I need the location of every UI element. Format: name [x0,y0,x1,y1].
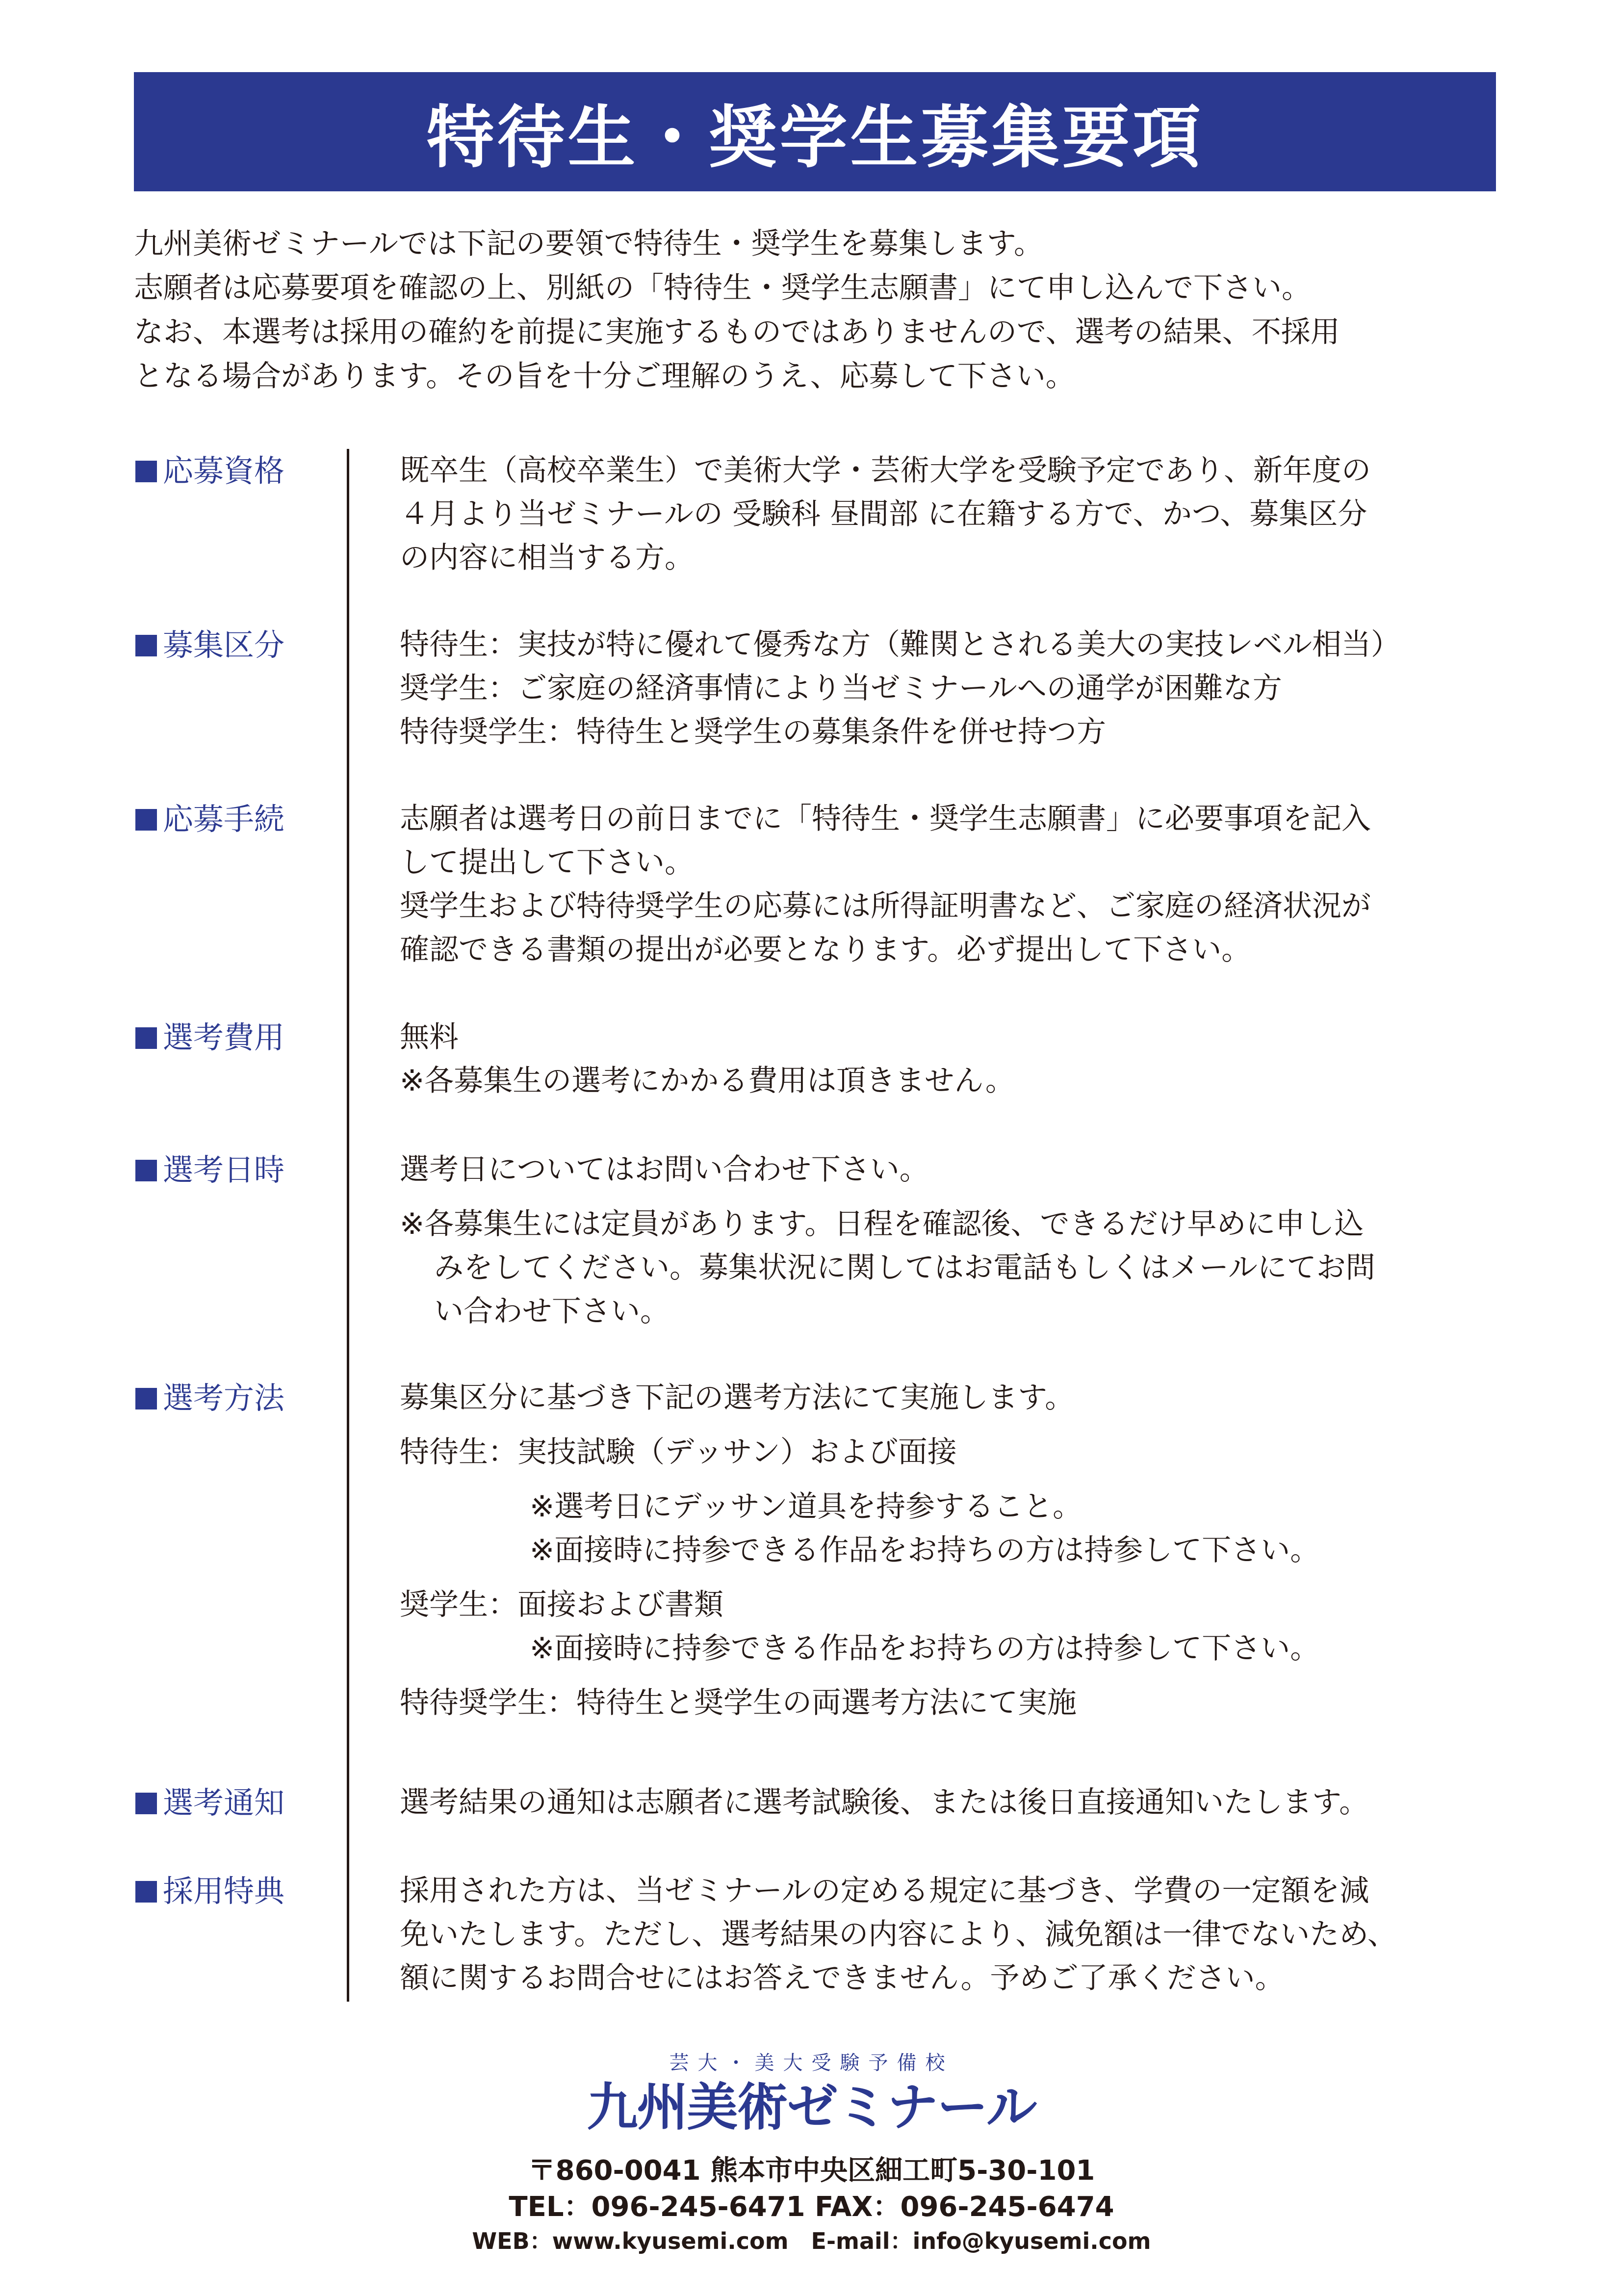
section-body [400,1781,1498,1825]
section-line: 免いたします。ただし、選考結果の内容により、減免額は一律でないため、 [400,1917,1397,1952]
intro-line: となる場合があります。その旨を十分ご理解のうえ、応募して下さい。 [134,359,1075,393]
section-label [135,623,284,667]
section-label-text: 応募資格 [163,453,285,489]
section-line: 志願者は選考日の前日までに「特待生・奨学生志願書」に必要事項を記入 [400,802,1371,836]
square-bullet-icon [135,1027,157,1049]
section-label [135,1869,284,1913]
section-line: ※面接時に持参できる作品をお持ちの方は持参して下さい。 [530,1533,1320,1567]
square-bullet-icon [135,1793,157,1814]
square-bullet-icon [135,1160,157,1181]
section-line: の内容に相当する方。 [400,541,694,575]
section-body [400,797,1498,972]
section-line: 額に関するお問合せにはお答えできません。予めご了承ください。 [400,1961,1285,1995]
footer-phone: TEL：096-245-6471 FAX：096-245-6474 [509,2191,1114,2223]
section-line: 選考日についてはお問い合わせ下さい。 [400,1152,929,1187]
section-divider-line [347,449,349,2002]
section-line: 採用された方は、当ゼミナールの定める規定に基づき、学費の一定額を減 [400,1874,1369,1908]
section-line: 特待生：実技試験（デッサン）および面接 [400,1435,957,1469]
section-label-text: 採用特典 [163,1873,285,1909]
section-line: 無料 [400,1020,459,1054]
title-banner [134,72,1496,191]
intro-text [134,222,1502,398]
intro-line: なお、本選考は採用の確約を前提に実施するものではありませんので、選考の結果、不採用 [134,315,1340,349]
section-label-text: 選考費用 [163,1019,285,1055]
square-bullet-icon [135,635,157,656]
section-body [400,1148,1498,1333]
page-title: 特待生・奨学生募集要項 [426,98,1204,177]
square-bullet-icon [135,809,157,831]
section-label [135,1016,284,1060]
section-label-text: 選考日時 [163,1152,285,1188]
square-bullet-icon [135,461,157,482]
section-label [135,449,284,493]
section-line: ※面接時に持参できる作品をお持ちの方は持参して下さい。 [530,1631,1320,1666]
section-line: ※各募集生には定員があります。日程を確認後、できるだけ早めに申し込 [400,1207,1364,1241]
footer-address: 〒860-0041 熊本市中央区細工町5-30-101 [528,2155,1095,2187]
square-bullet-icon [135,1881,157,1903]
section-label-text: 応募手続 [163,801,285,837]
section-label-text: 選考通知 [163,1785,285,1821]
intro-line: 志願者は応募要項を確認の上、別紙の「特待生・奨学生志願書」にて申し込んで下さい。 [134,271,1311,305]
section-label-text: 募集区分 [163,627,285,663]
section-line: ４月より当ゼミナールの 受験科 昼間部 に在籍する方で、かつ、募集区分 [400,497,1367,531]
section-line: ※各募集生の選考にかかる費用は頂きません。 [400,1064,1015,1098]
section-label [135,797,284,841]
section-line: 奨学生および特待奨学生の応募には所得証明書など、ご家庭の経済状況が [400,889,1371,923]
section-line: 募集区分に基づき下記の選考方法にて実施します。 [400,1381,1075,1415]
section-line: 確認できる書類の提出が必要となります。必ず提出して下さい。 [400,933,1251,967]
section-line: みをしてください。募集状況に関してはお電話もしくはメールにてお問 [434,1251,1375,1285]
footer-web-email: WEB：www.kyusemi.com E-mail：info@kyusemi.com [472,2228,1151,2254]
section-line: 奨学生：面接および書類 [400,1588,723,1622]
section-line: 奨学生：ご家庭の経済事情により当ゼミナールへの通学が困難な方 [400,671,1282,705]
footer [0,2051,1623,2257]
section-label [135,1148,284,1192]
section-body [400,1016,1498,1103]
section-line: い合わせ下さい。 [434,1294,670,1329]
section-line: ※選考日にデッサン道具を持参すること。 [530,1489,1082,1524]
square-bullet-icon [135,1388,157,1409]
section-line: 特待奨学生：特待生と奨学生の募集条件を併せ持つ方 [400,715,1106,749]
section-line: して提出して下さい。 [400,845,694,880]
footer-tagline: 芸大・美大受験予備校 [669,2052,954,2074]
section-body [400,1869,1498,2000]
section-body [400,449,1498,580]
section-label-text: 選考方法 [163,1380,285,1416]
section-label [135,1376,284,1420]
section-line: 特待奨学生：特待生と奨学生の両選考方法にて実施 [400,1686,1077,1720]
section-body [400,1376,1498,1725]
section-line: 既卒生（高校卒業生）で美術大学・芸術大学を受験予定であり、新年度の [400,453,1371,488]
intro-line: 九州美術ゼミナールでは下記の要領で特待生・奨学生を募集します。 [134,227,1043,261]
section-label [135,1781,284,1825]
section-body [400,623,1498,754]
section-line: 選考結果の通知は志願者に選考試験後、または後日直接通知いたします。 [400,1785,1369,1820]
brand-logo: 九州美術ゼミナール [587,2077,1036,2137]
section-line: 特待生：実技が特に優れて優秀な方（難関とされる美大の実技レベル相当） [400,627,1400,662]
